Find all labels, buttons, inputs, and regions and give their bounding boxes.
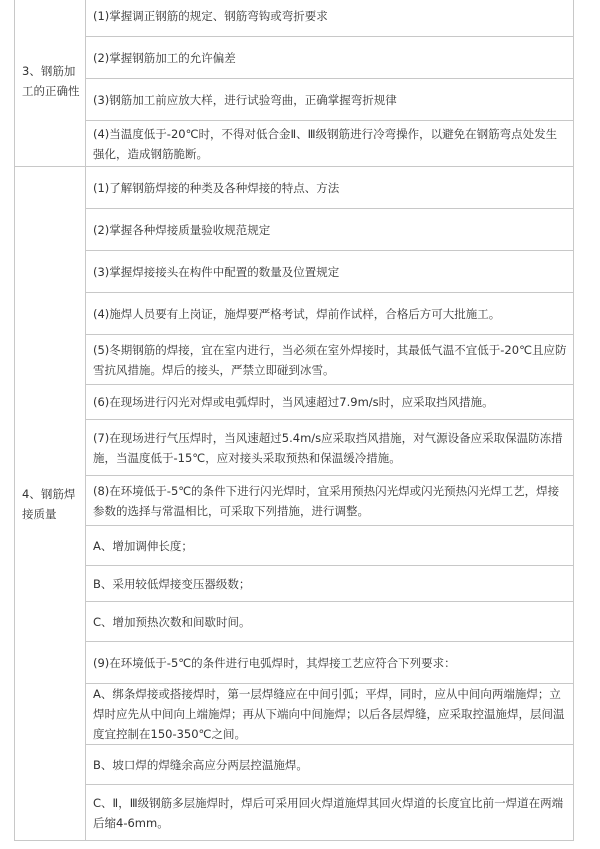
- table-row: [15, 602, 574, 642]
- requirement-cell: (3)掌握焊接接头在构件中配置的数量及位置规定: [86, 251, 574, 293]
- table-row: [15, 684, 574, 745]
- requirement-cell: (4)施焊人员要有上岗证，施焊要严格考试，焊前作试样，合格后方可大批施工。: [86, 293, 574, 335]
- table-row: [15, 121, 574, 167]
- section-label: 3、钢筋加工的正确性: [22, 63, 80, 98]
- section-label-rebar-processing: [15, 0, 86, 167]
- requirement-cell: (4)当温度低于-20℃时，不得对低合金Ⅱ、Ⅲ级钢筋进行冷弯操作，以避免在钢筋弯点处发生强化，造成钢筋脆断。: [86, 121, 574, 167]
- table-row: [15, 642, 574, 684]
- requirement-cell: (7)在现场进行气压焊时，当风速超过5.4m/s应采取挡风措施，对气源设备应采取保温防冻措施，当温度低于-15℃，应对接头采取预热和保温缓冷措施。: [86, 420, 574, 476]
- table-row: [15, 745, 574, 785]
- requirement-cell: (2)掌握钢筋加工的允许偏差: [86, 37, 574, 79]
- construction-requirements-table: [14, 0, 574, 841]
- requirement-cell: (9)在环境低于-5℃的条件进行电弧焊时，其焊接工艺应符合下列要求：: [86, 642, 574, 684]
- requirement-cell: (2)掌握各种焊接质量验收规范规定: [86, 209, 574, 251]
- table-row: [15, 0, 574, 37]
- table-row: [15, 785, 574, 841]
- table-row: [15, 566, 574, 602]
- table-row: [15, 37, 574, 79]
- requirement-cell: B、坡口焊的焊缝余高应分两层控温施焊。: [86, 745, 574, 785]
- table-row: [15, 335, 574, 385]
- requirement-cell: (8)在环境低于-5℃的条件下进行闪光焊时，宜采用预热闪光焊或闪光预热闪光焊工艺，焊接参数的选择与常温相比，可采取下列措施，进行调整。: [86, 476, 574, 526]
- section-label: 4、钢筋焊接质量: [22, 486, 76, 521]
- requirement-cell: A、绑条焊接或搭接焊时，第一层焊缝应在中间引弧；平焊，同时，应从中间向两端施焊；立焊时应先从中间向上端施焊；再从下端向中间施焊；以后各层焊缝，应采取控温施焊，层间温度宜控制在150-350℃之间。: [86, 684, 574, 745]
- requirement-cell: (1)了解钢筋焊接的种类及各种焊接的特点、方法: [86, 167, 574, 209]
- requirement-cell: (1)掌握调正钢筋的规定、钢筋弯钩或弯折要求: [86, 0, 574, 37]
- table-row: [15, 251, 574, 293]
- requirement-cell: B、采用较低焊接变压器级数；: [86, 566, 574, 602]
- requirement-cell: (5)冬期钢筋的焊接，宜在室内进行，当必须在室外焊接时，其最低气温不宜低于-20℃且应防雪抗风措施。焊后的接头，严禁立即碰到冰雪。: [86, 335, 574, 385]
- table-row: [15, 209, 574, 251]
- section-label-rebar-welding: [15, 167, 86, 841]
- table-row: [15, 167, 574, 209]
- table-row: [15, 293, 574, 335]
- requirement-cell: (6)在现场进行闪光对焊或电弧焊时，当风速超过7.9m/s时，应采取挡风措施。: [86, 385, 574, 420]
- table-row: [15, 420, 574, 476]
- requirement-cell: (3)钢筋加工前应放大样，进行试验弯曲，正确掌握弯折规律: [86, 79, 574, 121]
- table-row: [15, 385, 574, 420]
- requirement-cell: C、Ⅱ，Ⅲ级钢筋多层施焊时，焊后可采用回火焊道施焊其回火焊道的长度宜比前一焊道在两端后缩4-6mm。: [86, 785, 574, 841]
- requirement-cell: A、增加调伸长度；: [86, 526, 574, 566]
- table-row: [15, 79, 574, 121]
- table-row: [15, 476, 574, 526]
- table-row: [15, 526, 574, 566]
- requirement-cell: C、增加预热次数和间歇时间。: [86, 602, 574, 642]
